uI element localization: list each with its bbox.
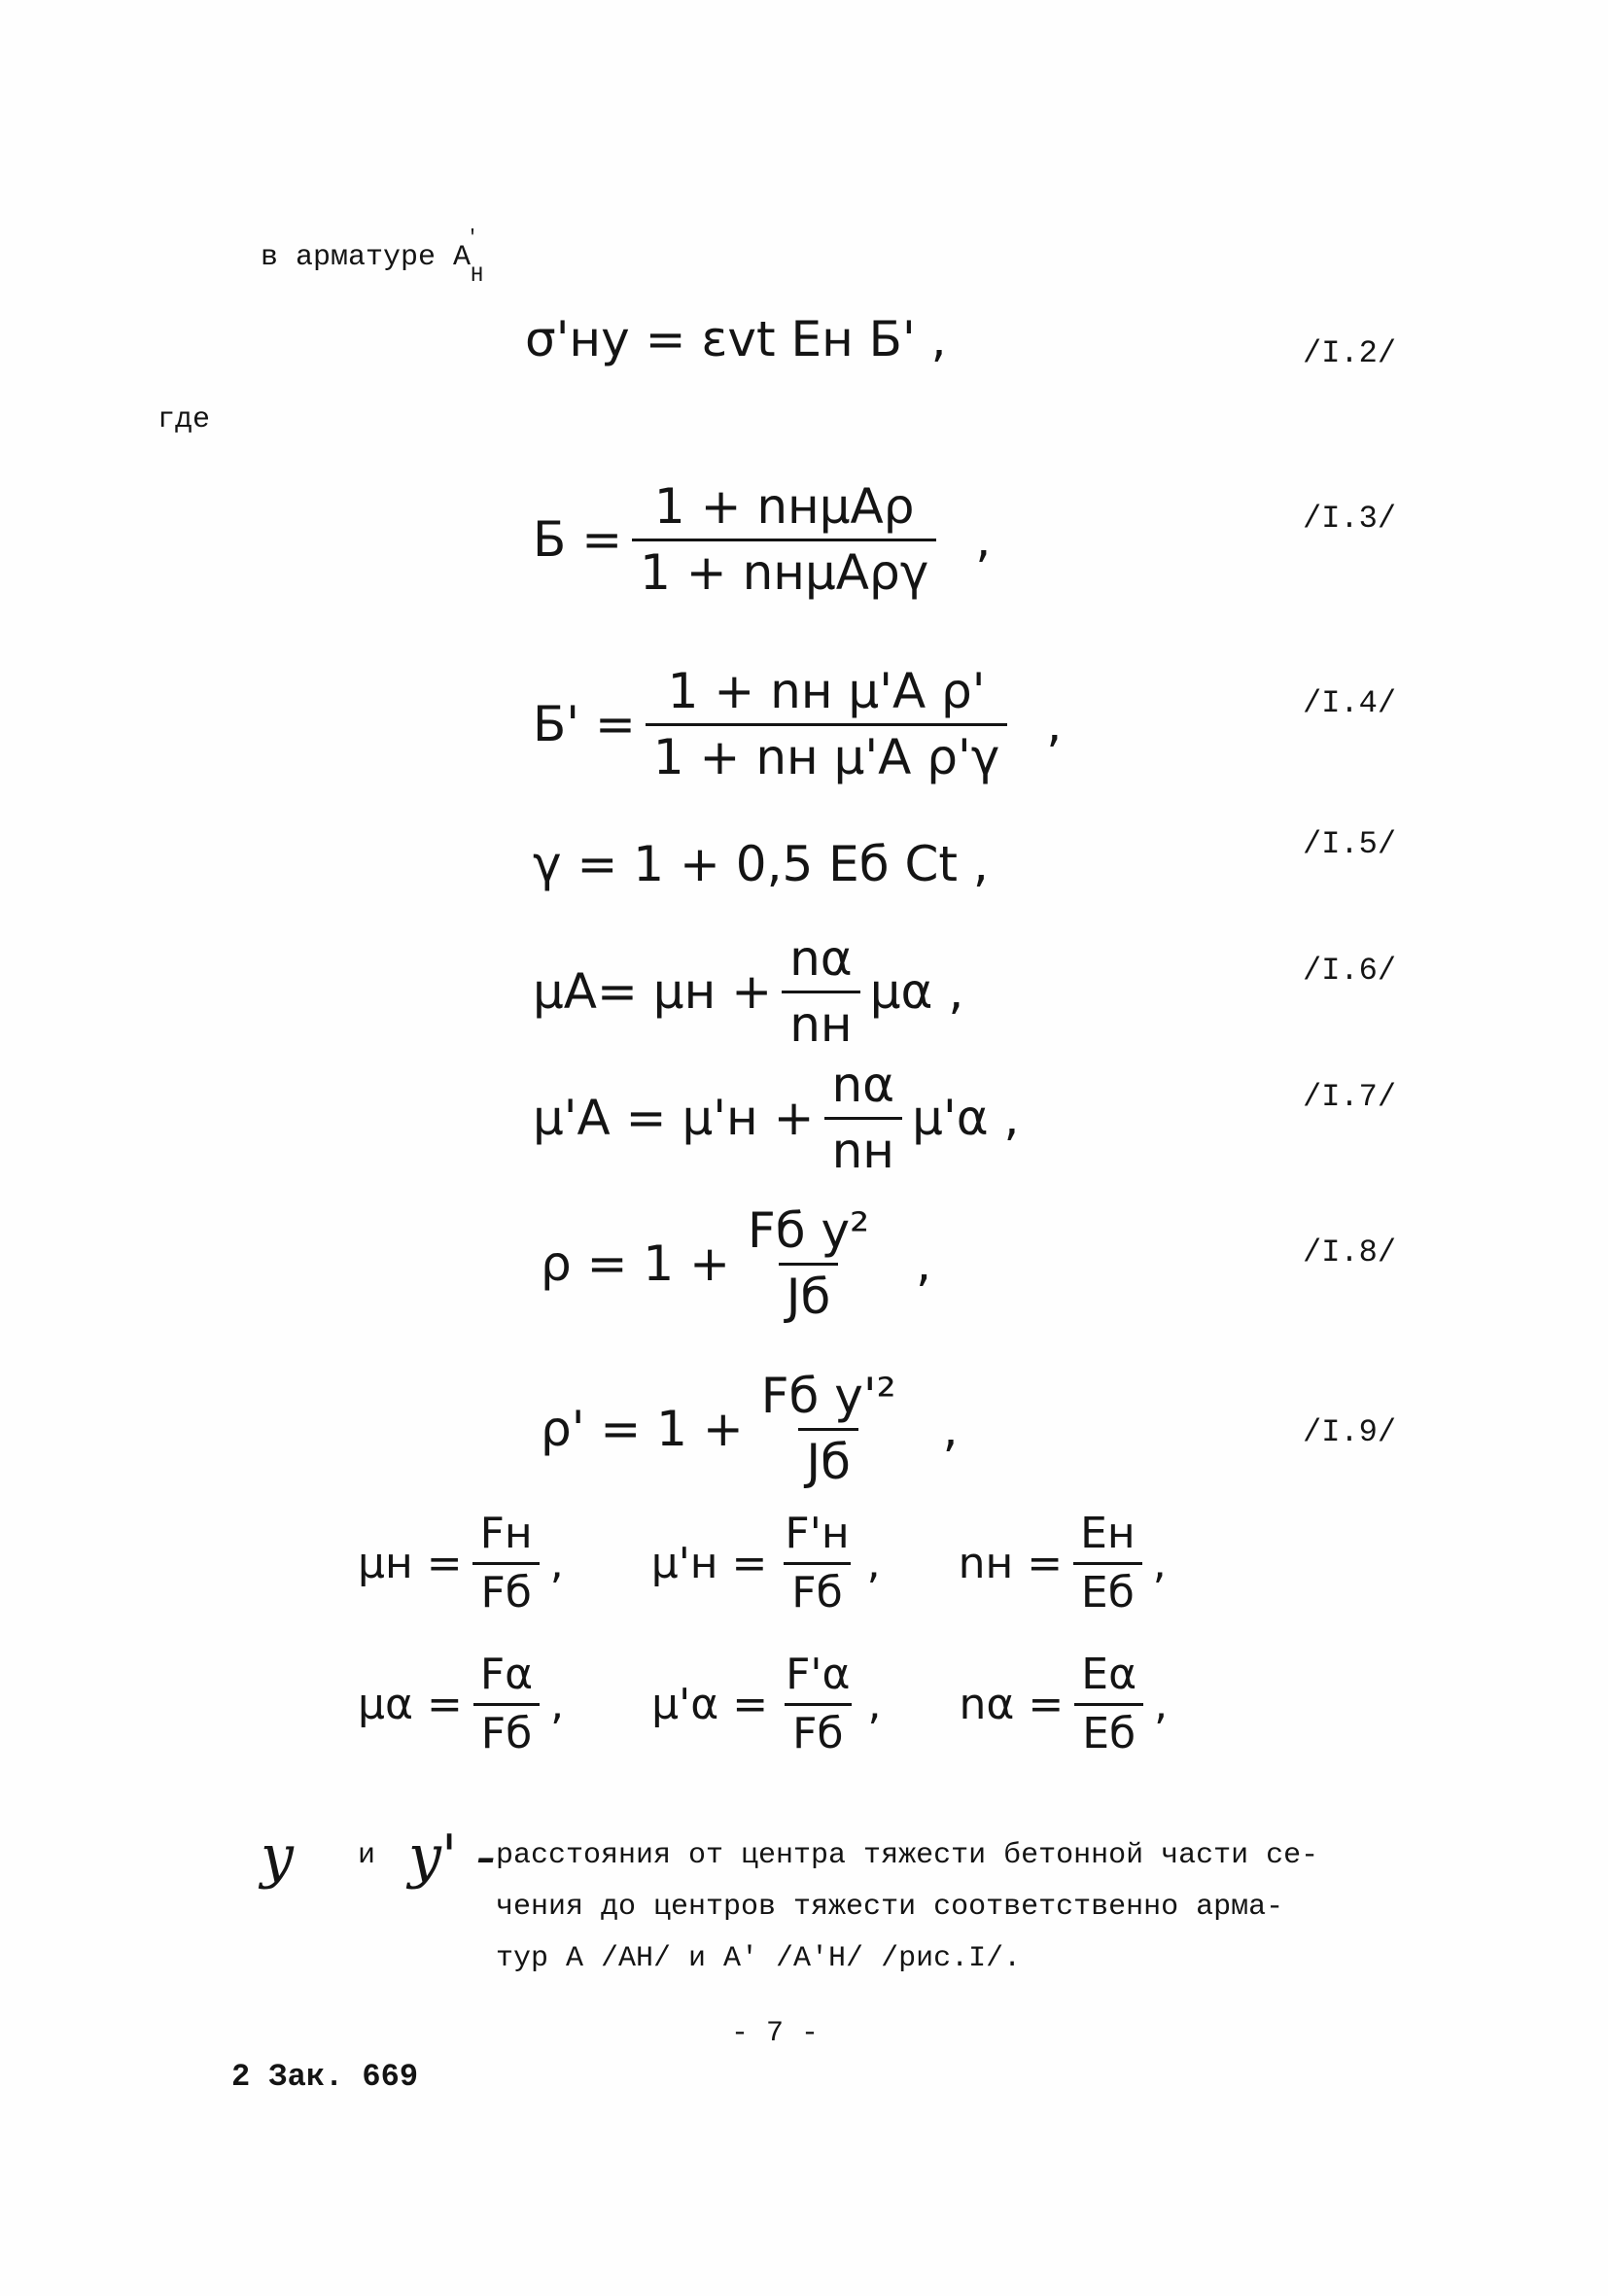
note-line-2: чения до центров тяжести соответственно арма- bbox=[496, 1891, 1284, 1924]
definition-mu-a-prime: μ'α = $\frac{F'\alpha}{Fб}$ , bbox=[651, 1650, 882, 1759]
formula-tag-1-9: /I.9/ bbox=[1303, 1414, 1397, 1450]
formula-tag-1-7: /I.7/ bbox=[1303, 1079, 1397, 1115]
definition-n-a: nα = $\frac{E\alpha}{Eб}$ , bbox=[959, 1650, 1169, 1759]
definition-n-n: nн = $\frac{Eн}{Eб}$ , bbox=[958, 1509, 1167, 1618]
formula-tag-1-2: /I.2/ bbox=[1303, 335, 1397, 371]
formula-tag-1-6: /I.6/ bbox=[1303, 953, 1397, 989]
formula-1-4: Б' = $\frac{\text{1 + nн μ'A ρ'}}{\text{1 + nн μ'A ρ'γ}}$ , bbox=[533, 663, 1063, 785]
definition-mu-n-prime: μ'н = $\frac{F'н}{Fб}$ , bbox=[650, 1509, 881, 1618]
formula-1-5: γ = 1 + 0,5 Eб Ct , bbox=[533, 836, 989, 892]
note-symbol-y: y bbox=[261, 1823, 294, 1891]
formula-tag-1-5: /I.5/ bbox=[1303, 826, 1397, 862]
formula-1-3: Б = $\frac{\text{1 + nнμAρ}}{\text{1 + nнμAργ}}$ , bbox=[533, 478, 992, 601]
formula-1-8: ρ = 1 + $\frac{\text{Fб y²}}{Jб}$ , bbox=[541, 1202, 932, 1325]
note-line-1: расстояния от центра тяжести бетонной части се- bbox=[496, 1839, 1319, 1872]
page-number: - 7 - bbox=[731, 2017, 820, 2050]
definition-row-1 bbox=[358, 1509, 1167, 1618]
formula-1-7: μ'A = μ'н + $\frac{n\alpha}{nн}$ μ'α , bbox=[533, 1057, 1020, 1179]
intro-text: в арматуре A ' $_Н$ bbox=[261, 227, 484, 288]
formula-tag-1-8: /I.8/ bbox=[1303, 1235, 1397, 1270]
note-and: и bbox=[358, 1839, 376, 1872]
formula-1-2: σ'ну = εvt Eн Б' , bbox=[525, 311, 947, 367]
definition-row-2 bbox=[358, 1652, 1168, 1757]
definition-mu-n: μн = $\frac{Fн}{Fб}$ , bbox=[358, 1509, 564, 1618]
formula-tag-1-3: /I.3/ bbox=[1303, 501, 1397, 537]
formula-1-6: μA= μн + $\frac{n\alpha}{nн}$ μα , bbox=[533, 930, 964, 1053]
definition-mu-a: μα = $\frac{F\alpha}{Fб}$ , bbox=[358, 1650, 565, 1759]
footer-order-number: 2 Зак. 669 bbox=[231, 2059, 419, 2095]
note-symbol-y-prime: y' - bbox=[408, 1823, 496, 1891]
formula-1-9: ρ' = 1 + $\frac{\text{Fб y'²}}{Jб}$ , bbox=[541, 1368, 959, 1490]
formula-tag-1-4: /I.4/ bbox=[1303, 685, 1397, 721]
note-line-3: тур A /AН/ и A' /A'Н/ /рис.I/. bbox=[496, 1942, 1022, 1975]
where-text: где bbox=[157, 403, 211, 436]
